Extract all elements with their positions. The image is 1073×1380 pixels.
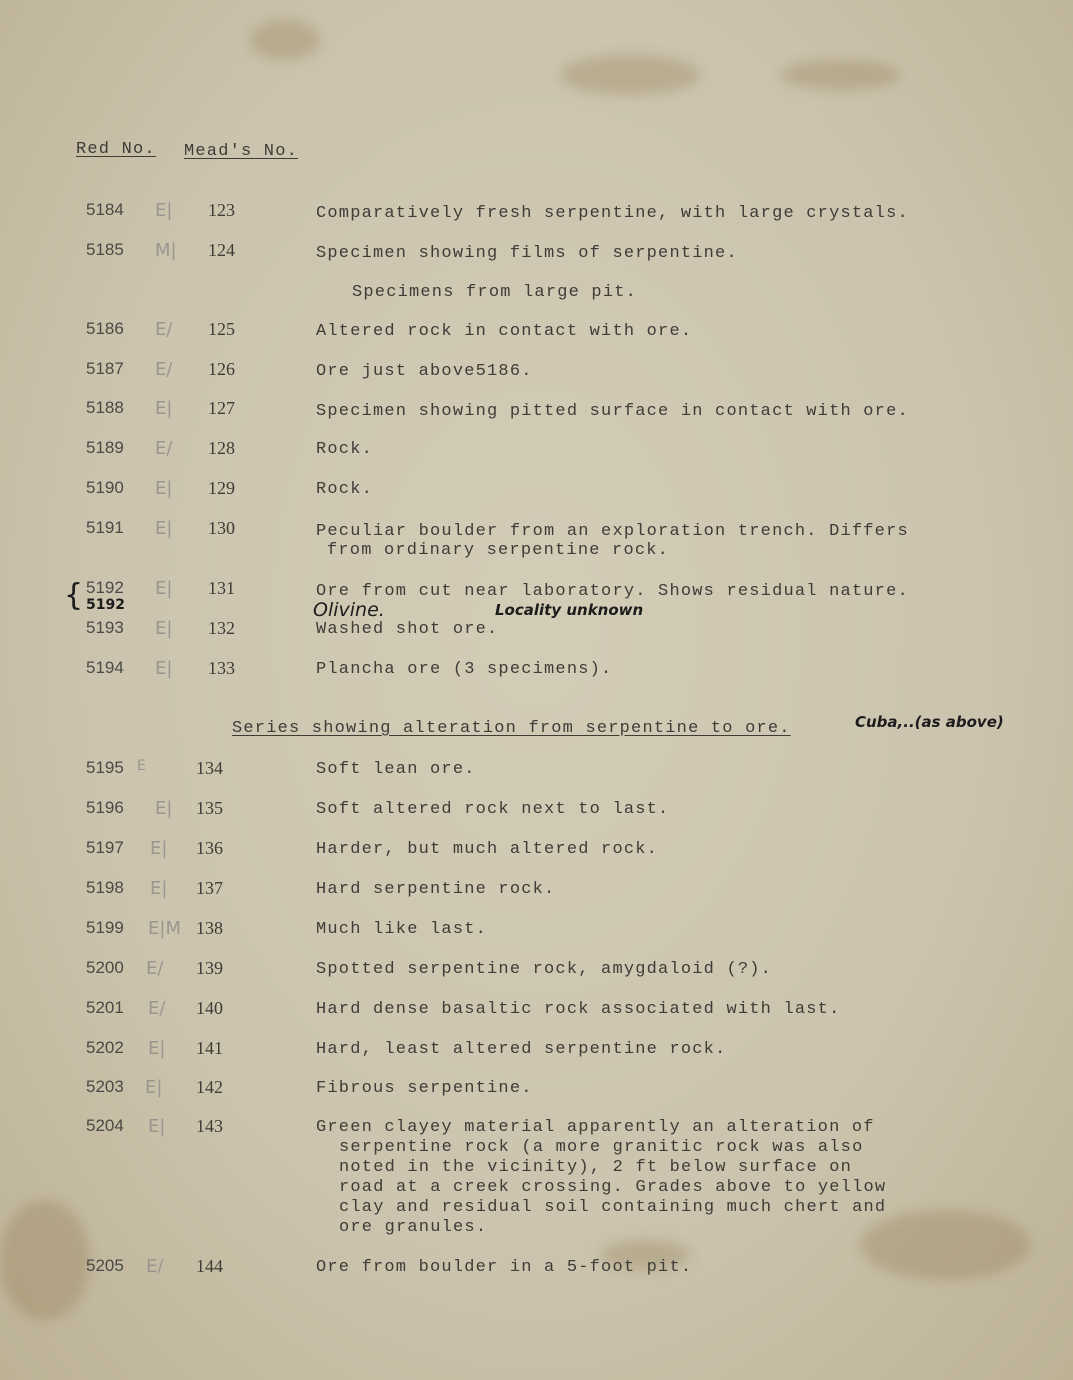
pencil-mark: E/ — [146, 1256, 164, 1277]
description: Peculiar boulder from an exploration trench. Differs — [316, 522, 909, 541]
table-row — [0, 618, 1073, 638]
handwritten-olivine: Olivine. — [313, 599, 385, 621]
description: Harder, but much altered rock. — [316, 840, 659, 859]
pencil-mark: E| — [155, 578, 173, 599]
red-number: 5201 — [86, 998, 124, 1017]
table-row — [0, 1116, 1073, 1136]
description: Altered rock in contact with ore. — [316, 322, 693, 341]
pencil-mark: E| — [145, 1077, 163, 1098]
meads-number: 128 — [208, 438, 235, 458]
meads-number: 130 — [208, 518, 235, 538]
table-row — [0, 838, 1073, 858]
red-number: 5197 — [86, 838, 124, 857]
meads-number: 123 — [208, 200, 235, 220]
meads-number: 124 — [208, 240, 235, 260]
table-row — [0, 998, 1073, 1018]
meads-number: 139 — [196, 958, 223, 978]
red-number: 5195 — [86, 758, 124, 777]
pencil-mark: E| — [155, 658, 173, 679]
row-5204-continuation: road at a creek crossing. Grades above to yellow — [339, 1178, 887, 1197]
row-5204-continuation: serpentine rock (a more granitic rock was also — [339, 1138, 864, 1157]
table-row — [0, 758, 1073, 778]
handwritten-locality: Locality unknown — [495, 601, 644, 619]
table-row — [0, 658, 1073, 678]
meads-number: 131 — [208, 578, 235, 598]
description: Ore just above5186. — [316, 362, 533, 381]
red-number: 5196 — [86, 798, 124, 817]
description: Washed shot ore. — [316, 620, 499, 639]
table-row — [0, 798, 1073, 818]
pencil-mark: E| — [150, 878, 168, 899]
header-red-no: Red No. — [76, 140, 156, 159]
pencil-mark: E| — [150, 838, 168, 859]
meads-number: 136 — [196, 838, 223, 858]
table-row — [0, 478, 1073, 498]
red-number: 5185 — [86, 240, 124, 259]
red-number: 5184 — [86, 200, 124, 219]
red-number: 5189 — [86, 438, 124, 457]
red-number: 5205 — [86, 1256, 124, 1275]
table-row — [0, 918, 1073, 938]
row-5191-continuation: from ordinary serpentine rock. — [327, 541, 670, 560]
pencil-mark: E| — [155, 200, 173, 221]
meads-number: 129 — [208, 478, 235, 498]
red-number: 5190 — [86, 478, 124, 497]
pencil-mark: E| — [148, 1038, 166, 1059]
red-number: 5198 — [86, 878, 124, 897]
meads-number: 138 — [196, 918, 223, 938]
description: Hard dense basaltic rock associated with last. — [316, 1000, 841, 1019]
red-number: 5188 — [86, 398, 124, 417]
description: Specimen showing films of serpentine. — [316, 244, 738, 263]
pencil-mark: E| — [155, 798, 173, 819]
meads-number: 133 — [208, 658, 235, 678]
meads-number: 127 — [208, 398, 235, 418]
description: Comparatively fresh serpentine, with large crystals. — [316, 204, 909, 223]
meads-number: 142 — [196, 1077, 223, 1097]
red-number: 5204 — [86, 1116, 124, 1135]
pencil-mark: E/ — [148, 998, 166, 1019]
description: Much like last. — [316, 920, 488, 939]
pencil-mark: E| — [155, 478, 173, 499]
handwritten-cuba-note: Cuba,..(as above) — [855, 713, 1004, 731]
meads-number: 135 — [196, 798, 223, 818]
row-5204-continuation: noted in the vicinity), 2 ft below surface on — [339, 1158, 853, 1177]
description: Hard, least altered serpentine rock. — [316, 1040, 727, 1059]
red-number: 5191 — [86, 518, 124, 537]
meads-number: 132 — [208, 618, 235, 638]
brace-mark: { — [64, 578, 84, 613]
pencil-mark: E/ — [146, 958, 164, 979]
table-row — [0, 359, 1073, 379]
table-row — [0, 1038, 1073, 1058]
red-number: 5192 — [86, 578, 124, 597]
table-row — [0, 438, 1073, 458]
meads-number: 134 — [196, 758, 223, 778]
red-number: 5193 — [86, 618, 124, 637]
handwritten-number: 5192 — [86, 597, 125, 613]
description: Green clayey material apparently an alteration of — [316, 1118, 875, 1137]
pencil-mark: E| — [155, 618, 173, 639]
series-heading: Series showing alteration from serpentine to ore. — [232, 719, 791, 738]
description: Soft altered rock next to last. — [316, 800, 670, 819]
description: Specimen showing pitted surface in contact with ore. — [316, 402, 909, 421]
table-row — [0, 1256, 1073, 1276]
table-row — [0, 319, 1073, 339]
table-row — [0, 878, 1073, 898]
pencil-mark: E/ — [155, 319, 173, 340]
meads-number: 140 — [196, 998, 223, 1018]
meads-number: 126 — [208, 359, 235, 379]
pencil-mark: E| — [155, 398, 173, 419]
description: Plancha ore (3 specimens). — [316, 660, 613, 679]
pencil-mark: E|M — [148, 918, 181, 939]
description: Rock. — [316, 440, 374, 459]
description: Spotted serpentine rock, amygdaloid (?). — [316, 960, 773, 979]
red-number: 5202 — [86, 1038, 124, 1057]
table-row — [0, 578, 1073, 601]
header-meads-no: Mead's No. — [184, 142, 299, 161]
pencil-mark: E/ — [155, 359, 173, 380]
description: Hard serpentine rock. — [316, 880, 556, 899]
description: Ore from boulder in a 5-foot pit. — [316, 1258, 693, 1277]
table-row — [0, 240, 1073, 263]
description: Ore from cut near laboratory. Shows residual nature. — [316, 582, 909, 601]
note-large-pit: Specimens from large pit. — [352, 283, 638, 302]
table-row — [0, 958, 1073, 978]
pencil-mark: M| — [155, 240, 177, 261]
row-5204-continuation: clay and residual soil containing much chert and — [339, 1198, 887, 1217]
stain — [560, 55, 700, 95]
red-number: 5199 — [86, 918, 124, 937]
meads-number: 125 — [208, 319, 235, 339]
red-number: 5186 — [86, 319, 124, 338]
table-row — [0, 398, 1073, 421]
stain — [250, 20, 320, 60]
meads-number: 141 — [196, 1038, 223, 1058]
pencil-mark: E/ — [155, 438, 173, 459]
description: Soft lean ore. — [316, 760, 476, 779]
table-row — [0, 518, 1073, 541]
meads-number: 143 — [196, 1116, 223, 1136]
description: Rock. — [316, 480, 374, 499]
red-number: 5203 — [86, 1077, 124, 1096]
pencil-mark: E| — [148, 1116, 166, 1137]
pencil-mark: E — [137, 758, 146, 774]
meads-number: 137 — [196, 878, 223, 898]
row-5204-continuation: ore granules. — [339, 1218, 488, 1237]
red-number: 5194 — [86, 658, 124, 677]
table-row — [0, 1077, 1073, 1097]
pencil-mark: E| — [155, 518, 173, 539]
description: Fibrous serpentine. — [316, 1079, 533, 1098]
red-number: 5200 — [86, 958, 124, 977]
red-number: 5187 — [86, 359, 124, 378]
stain — [780, 60, 900, 90]
table-row — [0, 200, 1073, 223]
meads-number: 144 — [196, 1256, 223, 1276]
